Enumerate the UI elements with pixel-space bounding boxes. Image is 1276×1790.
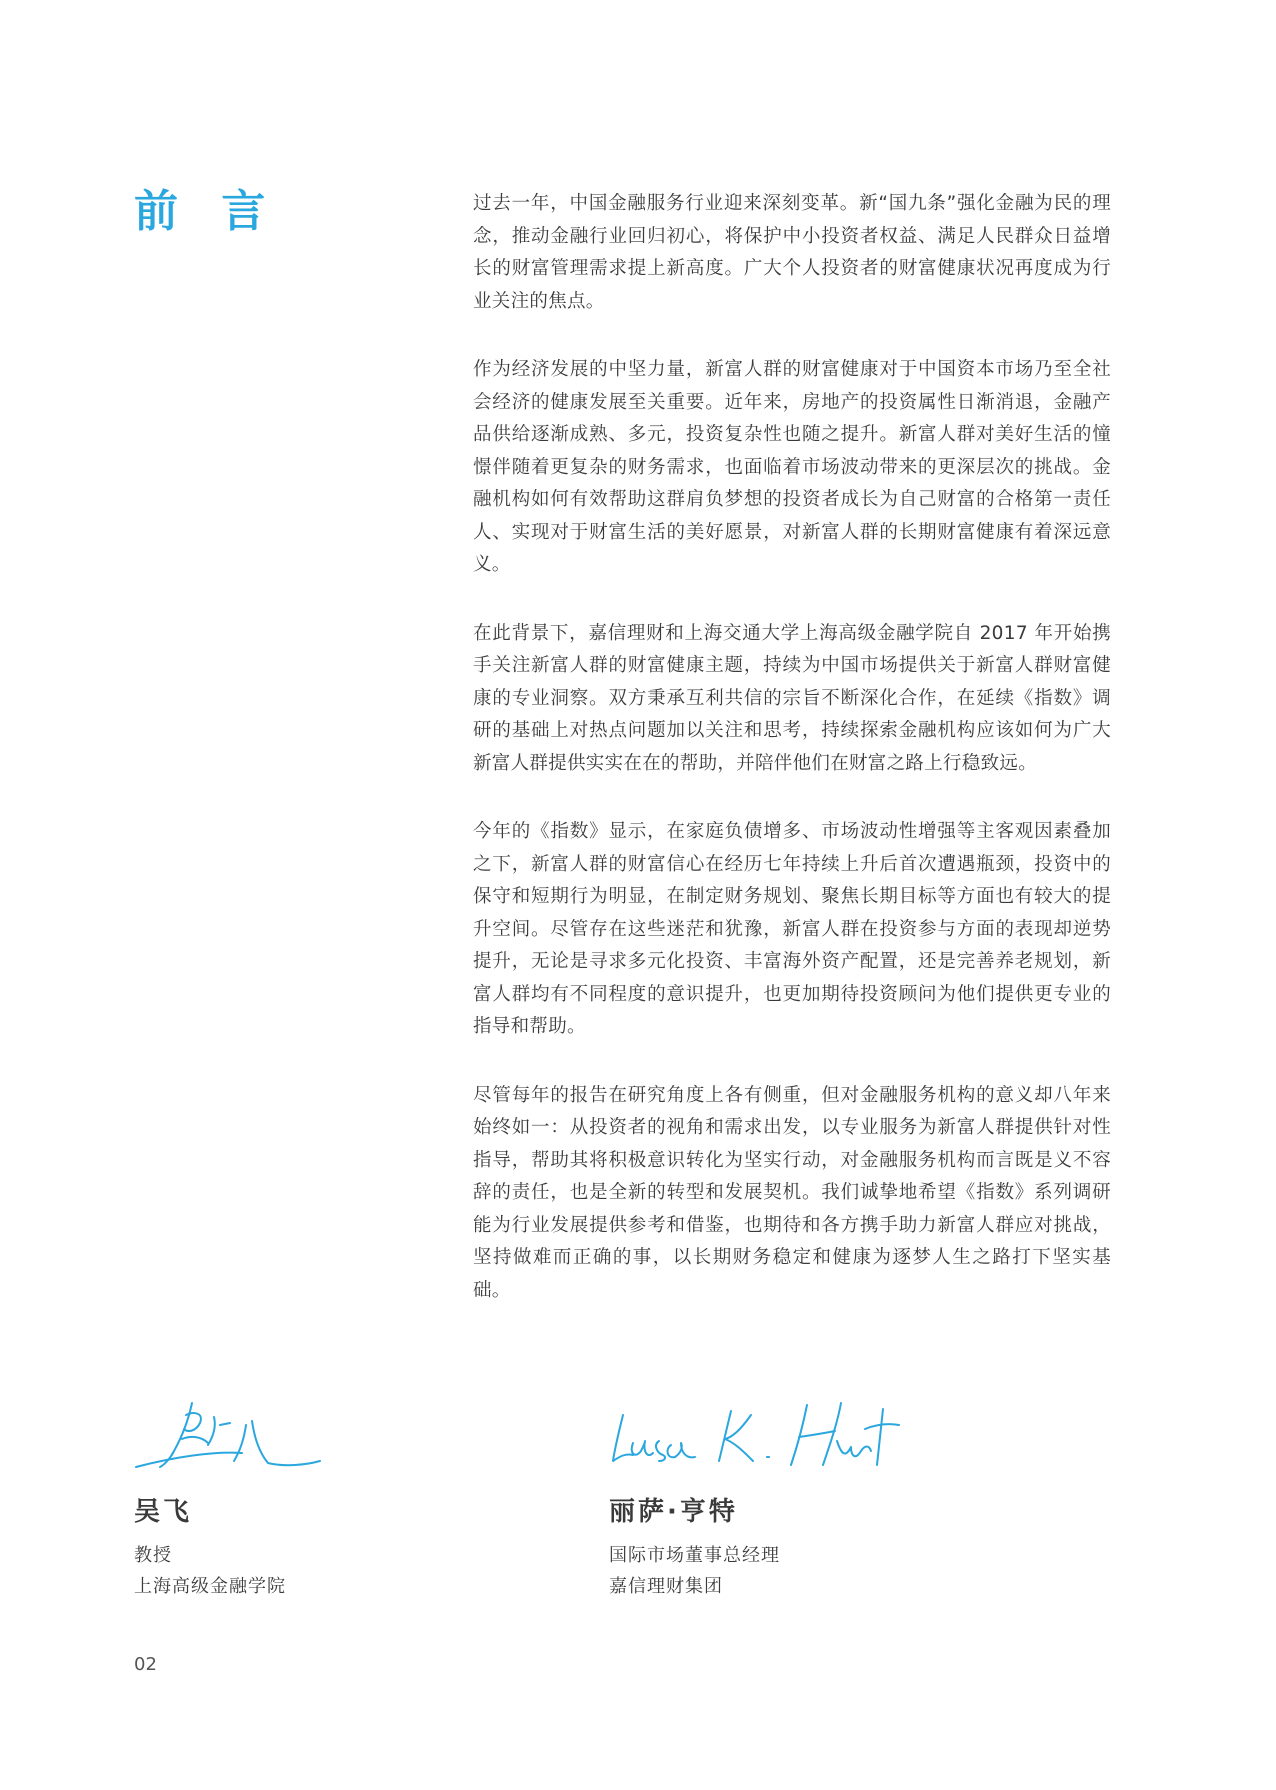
paragraph-2: 作为经济发展的中坚力量，新富人群的财富健康对于中国资本市场乃至全社会经济的健康发展至关重要。近年来，房地产的投资属性日渐消退，金融产品供给逐渐成熟、多元，投资复杂性也随之提升。新富人群对美好生活的憧憬伴随着更复杂的财务需求，也面临着市场波动带来的更深层次的挑战。金融机构如何有效帮助这群肩负梦想的投资者成长为自己财富的合格第一责任人、实现对于财富生活的美好愿景，对新富人群的长期财富健康有着深远意义。 (473, 359, 1111, 575)
signer-title: 国际市场董事总经理 (609, 1545, 780, 1566)
signer-org: 嘉信理财集团 (609, 1576, 723, 1597)
signatory-wu-fei (134, 1395, 324, 1602)
signer-name: 吴飞 (134, 1497, 193, 1527)
signer-org: 上海高级金融学院 (134, 1576, 286, 1597)
signature-wu-fei (134, 1395, 324, 1475)
page-title: 前 言 (134, 186, 280, 237)
paragraph-4: 今年的《指数》显示，在家庭负债增多、市场波动性增强等主客观因素叠加之下，新富人群的财富信心在经历七年持续上升后首次遭遇瓶颈，投资中的保守和短期行为明显，在制定财务规划、聚焦长期目标等方面也有较大的提升空间。尽管存在这些迷茫和犹豫，新富人群在投资参与方面的表现却逆势提升，无论是寻求多元化投资、丰富海外资产配置，还是完善养老规划，新富人群均有不同程度的意识提升，也更加期待投资顾问为他们提供更专业的指导和帮助。 (473, 821, 1111, 1037)
signer-title: 教授 (134, 1545, 172, 1566)
paragraph-1: 过去一年，中国金融服务行业迎来深刻变革。新“国九条”强化金融为民的理念，推动金融行业回归初心，将保护中小投资者权益、满足人民群众日益增长的财富管理需求提上新高度。广大个人投资者的财富健康状况再度成为行业关注的焦点。 (473, 193, 1111, 312)
paragraph-5: 尽管每年的报告在研究角度上各有侧重，但对金融服务机构的意义却八年来始终如一：从投资者的视角和需求出发，以专业服务为新富人群提供针对性指导，帮助其将积极意识转化为坚实行动，对金融服务机构而言既是义不容辞的责任，也是全新的转型和发展契机。我们诚挚地希望《指数》系列调研能为行业发展提供参考和借鉴，也期待和各方携手助力新富人群应对挑战，坚持做难而正确的事，以长期财务稳定和健康为逐梦人生之路打下坚实基础。 (473, 1084, 1111, 1301)
signature-lisa-hunt (609, 1395, 909, 1475)
preface-body (473, 188, 1111, 1343)
paragraph-3: 在此背景下，嘉信理财和上海交通大学上海高级金融学院自 2017 年开始携手关注新富人群的财富健康主题，持续为中国市场提供关于新富人群财富健康的专业洞察。双方秉承互利共信的宗旨不断深化合作，在延续《指数》调研的基础上对热点问题加以关注和思考，持续探索金融机构应该如何为广大新富人群提供实实在在的帮助，并陪伴他们在财富之路上行稳致远。 (473, 622, 1111, 774)
page-number: 02 (134, 1654, 157, 1675)
signatory-lisa-hunt (609, 1395, 909, 1602)
signer-name: 丽萨·亨特 (609, 1497, 738, 1527)
